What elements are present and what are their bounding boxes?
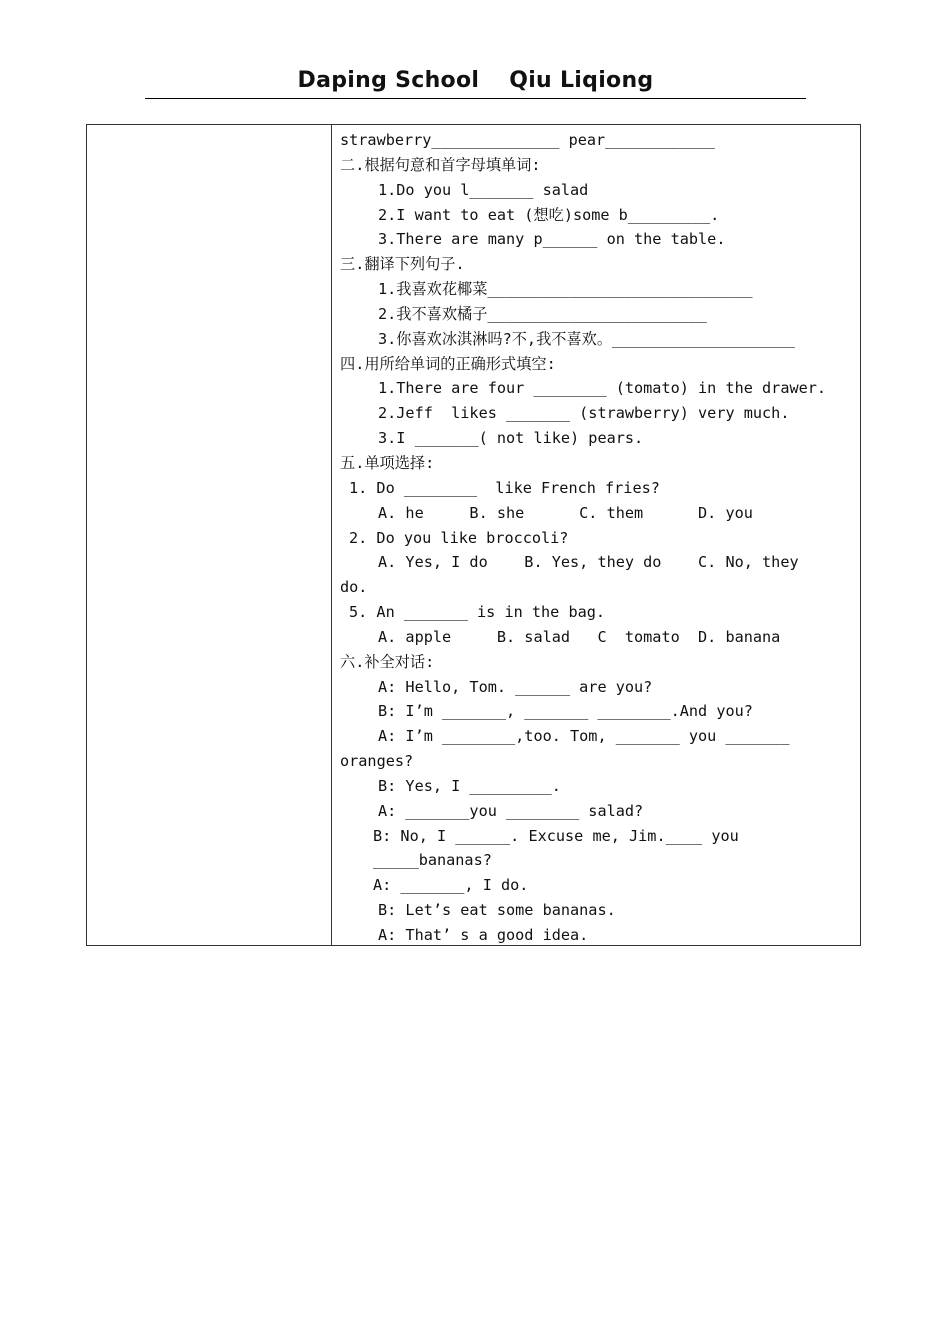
school-name: Daping School (297, 68, 480, 93)
worksheet-line: strawberry______________ pear____________ (340, 131, 715, 149)
worksheet-line: B: No, I ______. Excuse me, Jim.____ you (373, 826, 739, 845)
worksheet-line: 5. An _______ is in the bag. (349, 603, 606, 622)
worksheet-line: A. he B. she C. them D. you (378, 503, 753, 522)
worksheet-line: A. apple B. salad C tomato D. banana (378, 627, 781, 646)
worksheet-line: 3.I _______( not like) pears. (378, 429, 644, 448)
worksheet-line: 三.翻译下列句子. (340, 255, 465, 274)
worksheet-line: 四.用所给单词的正确形式填空: (340, 354, 556, 373)
worksheet-line: 1.Do you l_______ salad (378, 180, 589, 199)
teacher-name: Qiu Liqiong (509, 68, 654, 93)
worksheet-line: 五.单项选择: (340, 453, 435, 472)
worksheet-line: do. (340, 578, 368, 597)
worksheet-line: 2.I want to eat (想吃)some b_________. (378, 205, 720, 224)
worksheet-line: A: I’m ________,too. Tom, _______ you _______ (378, 727, 790, 746)
worksheet-line: 3.你喜欢冰淇淋吗?不,我不喜欢。____________________ (378, 329, 795, 348)
worksheet-line: 1. Do ________ like French fries? (349, 478, 660, 497)
worksheet-table (86, 124, 861, 946)
left-column (87, 125, 332, 945)
worksheet-line: 3.There are many p______ on the table. (378, 230, 726, 249)
worksheet-line: A: _______, I do. (373, 876, 529, 895)
worksheet-line: oranges? (340, 752, 414, 771)
page-header (145, 66, 806, 99)
worksheet-line: A. Yes, I do B. Yes, they do C. No, they (378, 553, 799, 572)
worksheet-line: B: I’m _______, _______ ________.And you? (378, 702, 753, 721)
worksheet-line: A: Hello, Tom. ______ are you? (378, 677, 653, 696)
exercise-column (340, 128, 860, 948)
worksheet-line: 2. Do you like broccoli? (349, 528, 569, 547)
worksheet-line: 2.我不喜欢橘子________________________ (378, 304, 707, 323)
worksheet-line: 二.根据句意和首字母填单词: (340, 155, 541, 174)
worksheet-line: _____bananas? (373, 851, 492, 870)
worksheet-line: 1.我喜欢花椰菜_____________________________ (378, 280, 753, 299)
worksheet-line: 2.Jeff likes _______ (strawberry) very much. (378, 404, 790, 423)
worksheet-line: A: That’ s a good idea. (378, 926, 589, 944)
worksheet-line: 1.There are four ________ (tomato) in the drawer. (378, 379, 827, 398)
worksheet-line: 六.补全对话: (340, 652, 435, 671)
worksheet-line: A: _______you ________ salad? (378, 801, 644, 820)
worksheet-line: B: Let’s eat some bananas. (378, 901, 616, 920)
worksheet-line: B: Yes, I _________. (378, 776, 561, 795)
